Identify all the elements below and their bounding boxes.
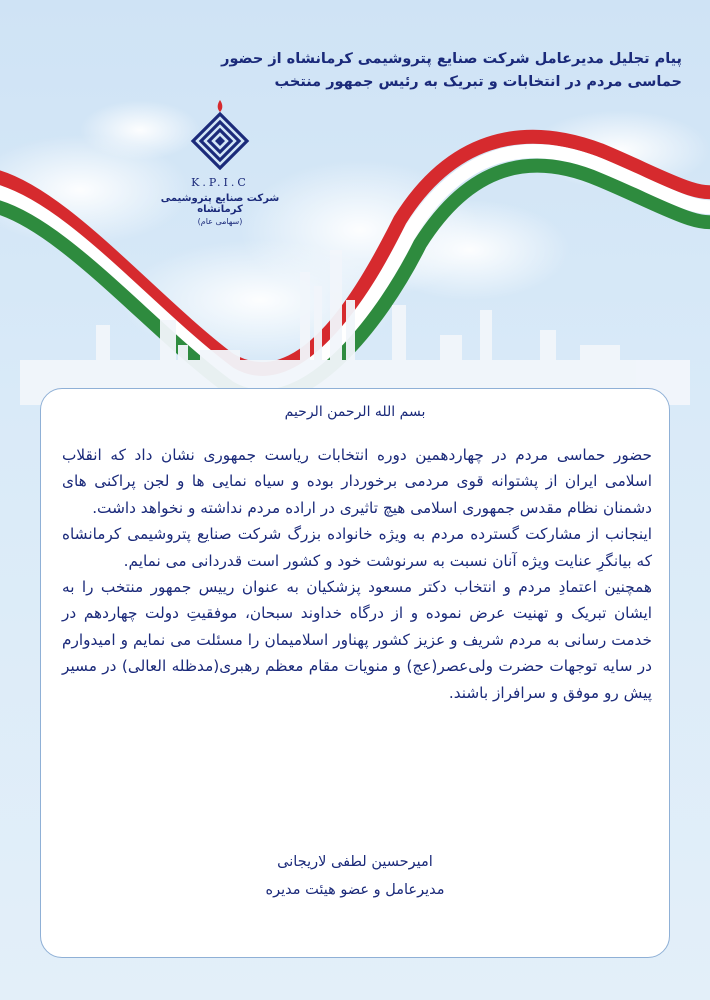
letter-body <box>62 442 652 706</box>
logo-company-name: شرکت صنایع پتروشیمی کرمانشاه <box>160 193 280 215</box>
logo-abbreviation: K.P.I.C <box>191 176 249 189</box>
paragraph-3: همچنین اعتمادِ مردم و انتخاب دکتر مسعود پزشکیان به عنوان رییس جمهور منتخب را به ایشان تبریک و تهنیت عرض نموده و از درگاه خداوند سبحان، موفقیتِ دولت چهاردهم در خدمت رسانی به مردم شریف و عزیز کشور پهناور اسلامیمان را مسئلت می نمایم و امیدوارم در سایه توجهات حضرت ولی‌عصر(عج) و منویات مقام معظم رهبری(مدظله العالی) در مسیر پیش رو موفق و سرافراز باشند. <box>62 578 652 702</box>
signer-name: امیرحسین لطفی لاریجانی <box>277 854 433 870</box>
kpic-logo-icon <box>185 98 255 170</box>
page-title <box>42 48 682 94</box>
paragraph-2: اینجانب از مشارکت گسترده مردم به ویژه خانواده بزرگ شرکت صنایع پتروشیمی کرمانشاه که بیانگرِ عنایت ویژه آنان نسبت به سرنوشت خود و کشور است قدردانی می نمایم. <box>62 525 652 570</box>
paragraph-1: حضور حماسی مردم در چهاردهمین دوره انتخابات ریاست جمهوری نشان داد که انقلاب اسلامی ایران از پشتوانه قوی مردمی برخوردار بوده و سیاه نمایی ها و لجن پراکنی های دشمنان نظام مقدس جمهوری اسلامی هیچ تاثیری در اراده مردم نداشته و نخواهد داشت. <box>62 446 652 517</box>
bismillah: بسم الله الرحمن الرحیم <box>284 404 426 420</box>
signature-block <box>40 848 670 904</box>
title-line-2: حماسی مردم در انتخابات و تبریک به رئیس جمهور منتخب <box>274 74 682 90</box>
company-logo <box>150 98 290 226</box>
title-line-1: پیام تجلیل مدیرعامل شرکت صنایع پتروشیمی کرمانشاه از حضور <box>221 51 682 67</box>
logo-company-type: (سهامی عام) <box>197 217 243 226</box>
signer-title: مدیرعامل و عضو هیئت مدیره <box>265 882 445 898</box>
